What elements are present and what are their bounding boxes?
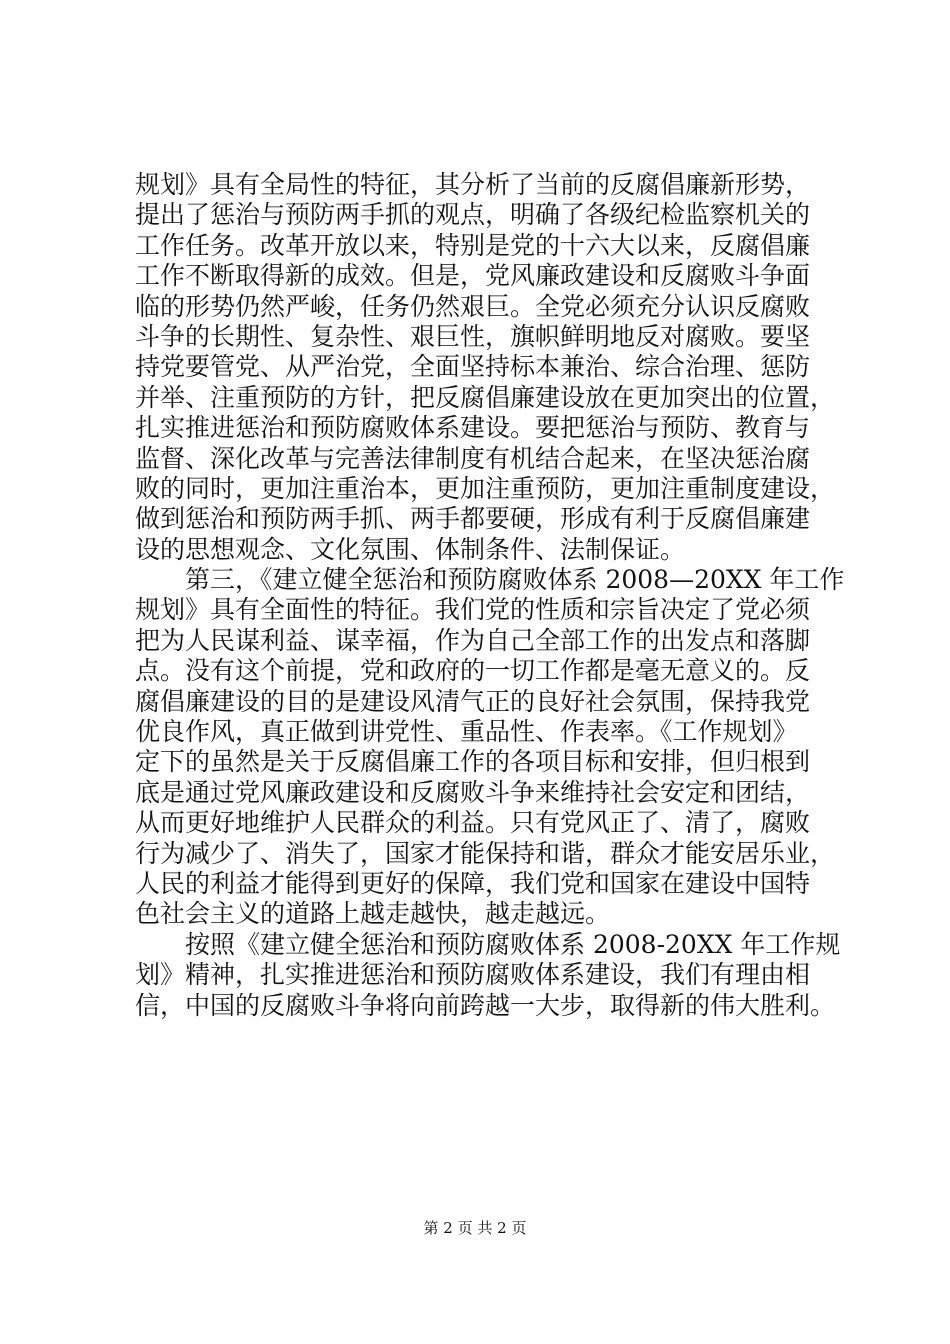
text-line: 扎实推进惩治和预防腐败体系建设。要把惩治与预防、教育与 bbox=[135, 413, 811, 443]
text-line: 提出了惩治与预防两手抓的观点，明确了各级纪检监察机关的 bbox=[135, 200, 811, 230]
text-line: 监督、深化改革与完善法律制度有机结合起来，在坚决惩治腐 bbox=[135, 443, 811, 473]
paragraph-3 bbox=[135, 930, 845, 1021]
paragraph-2 bbox=[135, 565, 845, 930]
text-line: 临的形势仍然严峻，任务仍然艰巨。全党必须充分认识反腐败 bbox=[135, 291, 811, 321]
text-line: 持党要管党、从严治党，全面坚持标本兼治、综合治理、惩防 bbox=[135, 352, 811, 382]
text-line: 工作不断取得新的成效。但是，党风廉政建设和反腐败斗争面 bbox=[135, 261, 811, 291]
text-line: 划》精神，扎实推进惩治和预防腐败体系建设，我们有理由相 bbox=[135, 960, 811, 990]
text-line: 斗争的长期性、复杂性、艰巨性，旗帜鲜明地反对腐败。要坚 bbox=[135, 321, 811, 351]
text-line: 行为减少了、消失了，国家才能保持和谐，群众才能安居乐业， bbox=[135, 838, 836, 868]
text-line: 败的同时，更加注重治本，更加注重预防，更加注重制度建设， bbox=[135, 473, 836, 503]
paragraph-1 bbox=[135, 170, 845, 565]
text-line: 信，中国的反腐败斗争将向前跨越一大步，取得新的伟大胜利。 bbox=[135, 990, 836, 1020]
page-footer bbox=[0, 1218, 950, 1238]
text-line: 腐倡廉建设的目的是建设风清气正的良好社会氛围，保持我党 bbox=[135, 686, 811, 716]
text-line: 人民的利益才能得到更好的保障，我们党和国家在建设中国特 bbox=[135, 868, 811, 898]
text-line: 并举、注重预防的方针，把反腐倡廉建设放在更加突出的位置， bbox=[135, 382, 836, 412]
text-line: 优良作风，真正做到讲党性、重品性、作表率。《工作规划》 bbox=[135, 717, 798, 747]
text-line: 底是通过党风廉政建设和反腐败斗争来维持社会安定和团结， bbox=[135, 777, 811, 807]
text-line: 第三，《建立健全惩治和预防腐败体系 2008—20XX 年工作 bbox=[135, 565, 845, 595]
text-line: 工作任务。改革开放以来，特别是党的十六大以来，反腐倡廉 bbox=[135, 230, 811, 260]
text-line: 规划》具有全面性的特征。我们党的性质和宗旨决定了党必须 bbox=[135, 595, 811, 625]
text-line: 按照《建立健全惩治和预防腐败体系 2008-20XX 年工作规 bbox=[135, 929, 841, 959]
page-number-label: 第 2 页 共 2 页 bbox=[423, 1219, 527, 1237]
text-line: 点。没有这个前提，党和政府的一切工作都是毫无意义的。反 bbox=[135, 656, 811, 686]
text-line: 规划》具有全局性的特征，其分析了当前的反腐倡廉新形势， bbox=[135, 170, 811, 199]
text-line: 定下的虽然是关于反腐倡廉工作的各项目标和安排，但归根到 bbox=[135, 747, 811, 777]
text-line: 色社会主义的道路上越走越快，越走越远。 bbox=[135, 899, 611, 929]
document-body bbox=[135, 170, 845, 1021]
text-line: 做到惩治和预防两手抓、两手都要硬，形成有利于反腐倡廉建 bbox=[135, 504, 811, 534]
text-line: 设的思想观念、文化氛围、体制条件、法制保证。 bbox=[135, 534, 686, 564]
text-line: 把为人民谋利益、谋幸福，作为自己全部工作的出发点和落脚 bbox=[135, 625, 811, 655]
text-line: 从而更好地维护人民群众的利益。只有党风正了、清了，腐败 bbox=[135, 808, 811, 838]
